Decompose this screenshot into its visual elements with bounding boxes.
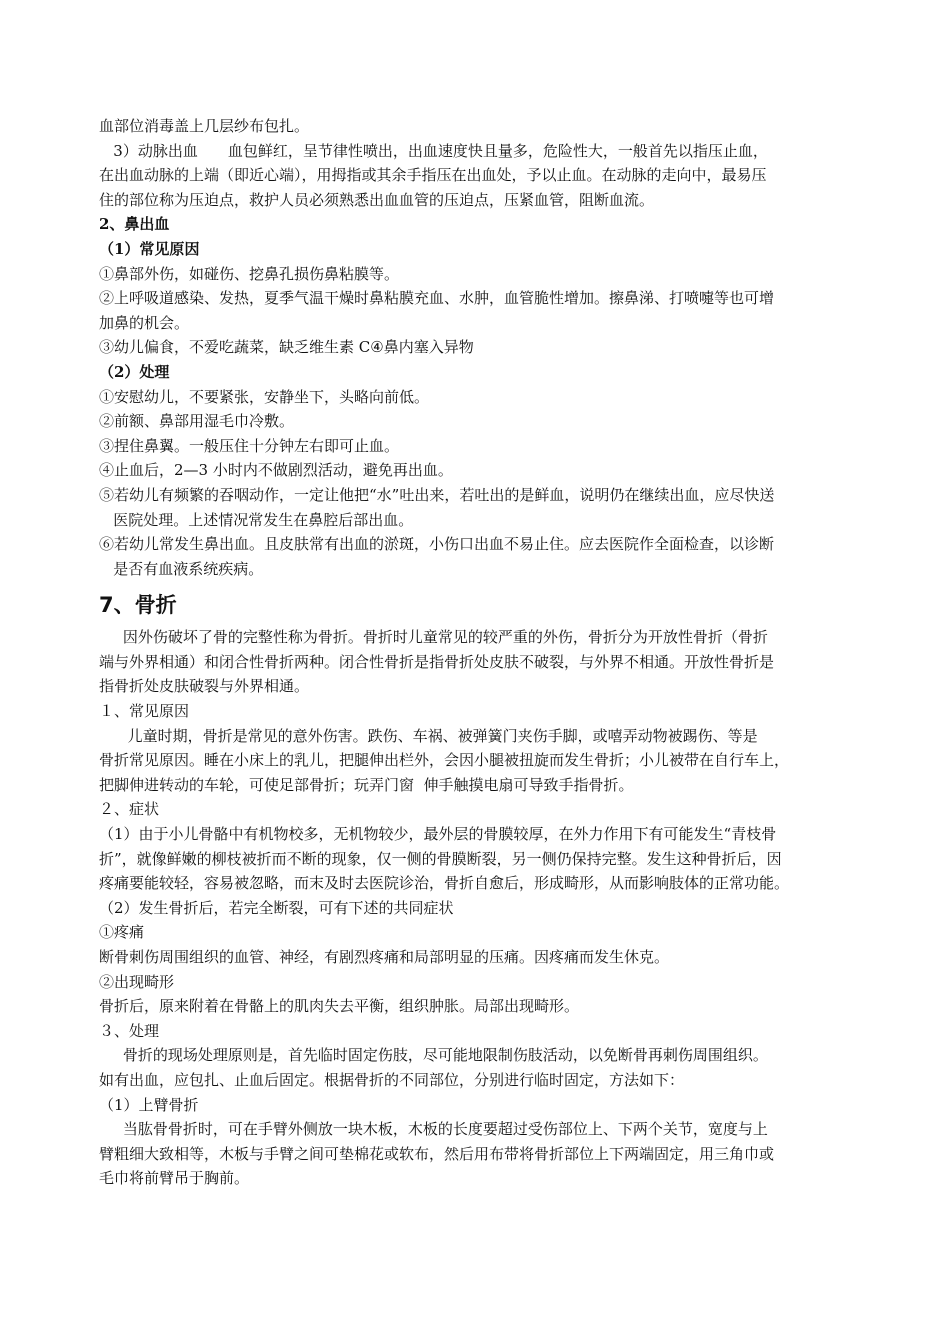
list-item: ③幼儿偏食，不爱吃蔬菜，缺乏维生素 C④鼻内塞入异物 xyxy=(99,338,474,357)
list-item: ②前额、鼻部用湿毛巾冷敷。 xyxy=(99,412,295,431)
text-line: 断骨刺伤周围组织的血管、神经，有剧烈疼痛和局部明显的压痛。因疼痛而发生休克。 xyxy=(99,948,670,966)
text-line: 是否有血液系统疾病。 xyxy=(99,559,264,578)
subsection-heading: ２、症状 xyxy=(99,800,160,819)
text-line: 骨折的现场处理原则是，首先临时固定伤肢，尽可能地限制伤肢活动，以免断骨再刺伤周围组织。 xyxy=(99,1046,768,1065)
list-item: ②上呼吸道感染、发热，夏季气温干燥时鼻粘膜充血、水肿，血管脆性增加。擦鼻涕、打喷嚏等也可增 xyxy=(99,289,775,308)
subsection-heading: （2）处理 xyxy=(99,362,170,381)
text-line: 疼痛要能较轻，容易被忽略，而末及时去医院诊治，骨折自愈后，形成畸形，从而影响肢体的正常功能。 xyxy=(99,874,790,893)
text-line: （1）由于小儿骨骼中有机物校多，无机物较少，最外层的骨膜较厚，在外力作用下有可能发生“青枝骨 xyxy=(99,825,777,844)
text-line: 加鼻的机会。 xyxy=(99,313,190,332)
subsection-heading: （1）上臂骨折 xyxy=(99,1095,199,1114)
list-item: ①安慰幼儿，不要紧张，安静坐下，头略向前低。 xyxy=(99,387,430,406)
text-line: 医院处理。上述情况常发生在鼻腔后部出血。 xyxy=(99,510,414,529)
text-line: 臂粗细大致相等，木板与手臂之间可垫棉花或软布，然后用布带将骨折部位上下两端固定，用三角巾或 xyxy=(99,1144,775,1163)
text-line: 当肱骨骨折时，可在手臂外侧放一块木板，木板的长度要超过受伤部位上、下两个关节，宽度与上 xyxy=(99,1120,768,1139)
text-line: 端与外界相通）和闭合性骨折两种。闭合性骨折是指骨折处皮肤不破裂，与外界不相通。开放性骨折是 xyxy=(99,652,775,671)
section-heading: 2、鼻出血 xyxy=(99,215,170,234)
text-line: 毛巾将前臂吊于胸前。 xyxy=(99,1169,250,1188)
subsection-heading: （1）常见原因 xyxy=(99,239,200,258)
list-item: ③捏住鼻翼。一般压住十分钟左右即可止血。 xyxy=(99,436,400,455)
text-line: 指骨折处皮肤破裂与外界相通。 xyxy=(99,677,310,696)
subsection-heading: ３、处理 xyxy=(99,1021,160,1040)
list-item: ⑤若幼儿有频繁的吞咽动作，一定让他把“水”吐出来，若吐出的是鲜血，说明仍在继续出血，应尽快送 xyxy=(99,485,775,504)
chapter-heading: 7、骨折 xyxy=(99,593,177,618)
text-line: 儿童时期，骨折是常见的意外伤害。跌伤、车祸、被弹簧门夹伤手脚，或嘻弄动物被踢伤、等是 xyxy=(99,726,758,745)
text-line: 血部位消毒盖上几层纱布包扎。 xyxy=(99,117,310,135)
text-line: 骨折常见原因。睡在小床上的乳儿，把腿伸出栏外，会因小腿被扭旋而发生骨折；小儿被带在自行车上， xyxy=(99,751,790,770)
text-line: 把脚伸进转动的车轮，可使足部骨折；玩弄门窗 伸手触摸电扇可导致手指骨折。 xyxy=(99,775,634,794)
list-item: ①疼痛 xyxy=(99,923,145,942)
text-line: 住的部位称为压迫点，救护人员必须熟悉出血血管的压迫点，压紧血管，阻断血流。 xyxy=(99,190,655,209)
text-line: 骨折后，原来附着在骨骼上的肌肉失去平衡，组织肿胀。局部出现畸形。 xyxy=(99,997,580,1016)
list-item: ①鼻部外伤，如碰伤、挖鼻孔损伤鼻粘膜等。 xyxy=(99,264,400,283)
text-line: 在出血动脉的上端（即近心端），用拇指或其余手指压在出血处，予以止血。在动脉的走向中，最易压 xyxy=(99,166,767,185)
list-item: ②出现畸形 xyxy=(99,972,175,991)
subsection-heading: １、常见原因 xyxy=(99,702,190,721)
text-line: 3）动脉出血 血包鲜红，呈节律性喷出，出血速度快且量多，危险性大，一般首先以指压止血， xyxy=(99,141,768,160)
list-item: ⑥若幼儿常发生鼻出血。且皮肤常有出血的淤斑，小伤口出血不易止住。应去医院作全面检查，以诊断 xyxy=(99,535,775,554)
list-item: ④止血后，2—3 小时内不做剧烈活动，避免再出血。 xyxy=(99,461,453,480)
text-line: 因外伤破坏了骨的完整性称为骨折。骨折时儿童常见的较严重的外伤，骨折分为开放性骨折（骨折 xyxy=(99,628,768,647)
document-page xyxy=(99,114,855,1191)
text-line: 如有出血，应包扎、止血后固定。根据骨折的不同部位，分别进行临时固定，方法如下： xyxy=(99,1070,685,1089)
text-line: 折”，就像鲜嫩的柳枝被折而不断的现象，仅一侧的骨膜断裂，另一侧仍保持完整。发生这种骨折后，因 xyxy=(99,849,782,868)
text-line: （2）发生骨折后，若完全断裂，可有下述的共同症状 xyxy=(99,898,454,917)
